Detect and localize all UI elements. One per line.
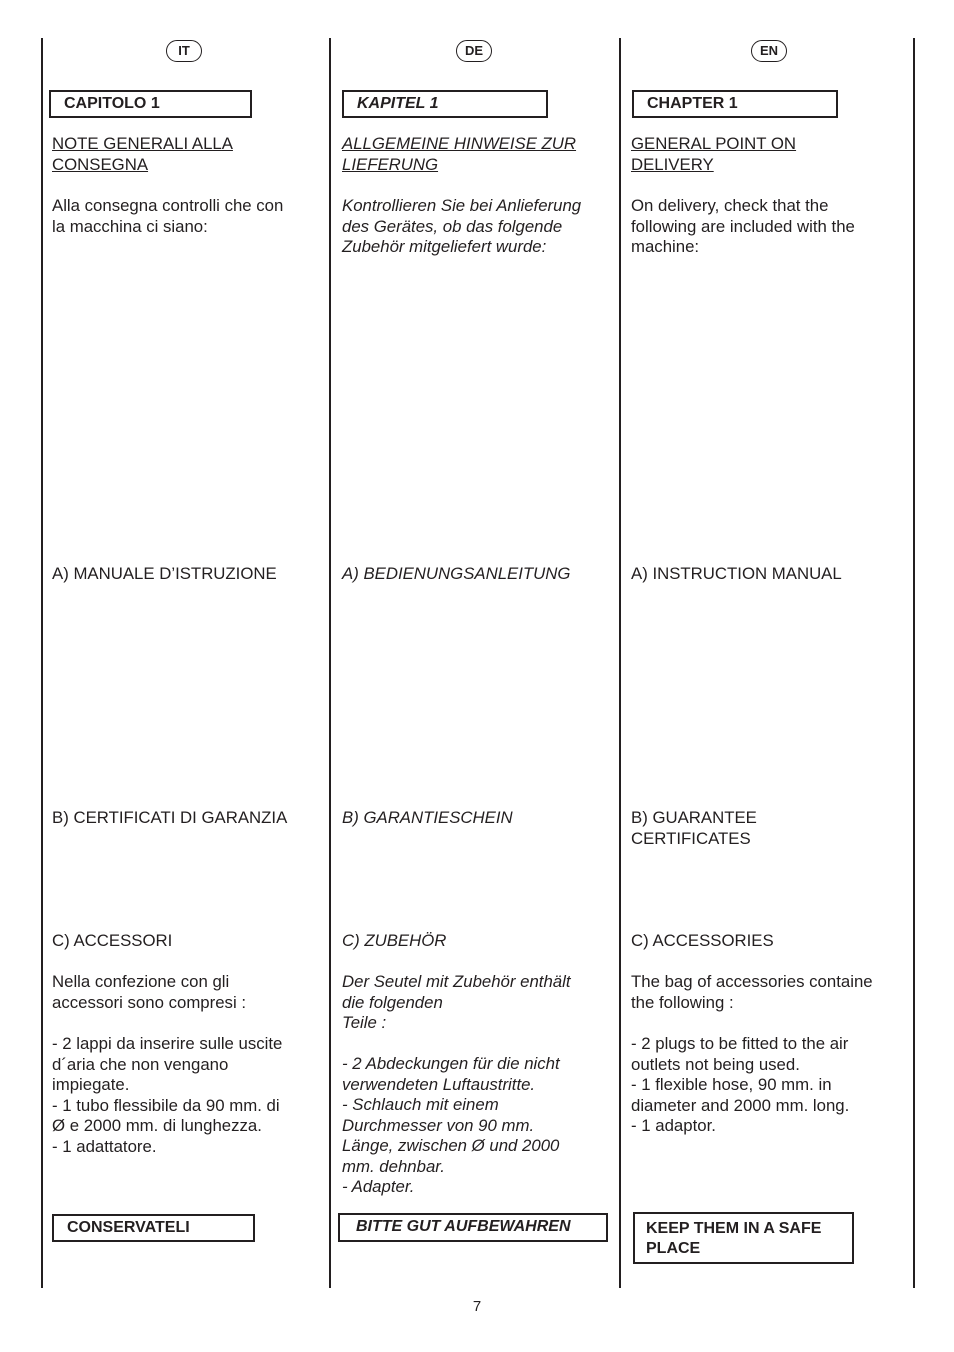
item-a-it: A) MANUALE D’ISTRUZIONE (52, 564, 277, 583)
column-rule-right (913, 38, 915, 1288)
item-b-de: B) GARANTIESCHEIN (342, 808, 513, 827)
chapter-box-en: CHAPTER 1 (632, 90, 838, 118)
column-rule-1 (329, 38, 331, 1288)
chapter-box-it: CAPITOLO 1 (49, 90, 252, 118)
intro-en: On delivery, check that the following are included with the machine: (631, 196, 855, 256)
item-b-it: B) CERTIFICATI DI GARANZIA (52, 808, 288, 827)
keep-text-en: KEEP THEM IN A SAFE PLACE (646, 1220, 822, 1257)
acc-intro-de: Der Seutel mit Zubehör enthält die folgenden Teile : (342, 972, 571, 1032)
acc-list-it: - 2 lappi da inserire sulle uscite d´aria che non vengano impiegate. - 1 tubo flessibile da 90 mm. di Ø e 2000 mm. di lunghezza. - 1 adattatore. (52, 1034, 283, 1156)
lang-badge-de: DE (456, 40, 492, 62)
item-c-de: C) ZUBEHÖR (342, 931, 447, 950)
acc-list-de: - 2 Abdeckungen für die nicht verwendeten Luftaustritte. - Schlauch mit einem Durchmesser von 90 mm. Länge, zwischen Ø und 2000 mm. dehnbar. - Adapter. (342, 1054, 560, 1196)
page-number: 7 (472, 1298, 482, 1315)
column-rule-left (41, 38, 43, 1288)
keep-box-en (633, 1212, 854, 1264)
item-b-en: B) GUARANTEE CERTIFICATES (631, 808, 757, 848)
chapter-box-de: KAPITEL 1 (342, 90, 548, 118)
item-c-it: C) ACCESSORI (52, 931, 173, 950)
item-a-en: A) INSTRUCTION MANUAL (631, 564, 842, 583)
intro-de: Kontrollieren Sie bei Anlieferung des Gerätes, ob das folgende Zubehör mitgeliefert wurde: (342, 196, 582, 256)
heading-de: ALLGEMEINE HINWEISE ZUR LIEFERUNG (342, 134, 577, 174)
acc-intro-en: The bag of accessories containe the following : (631, 972, 873, 1012)
keep-box-it: CONSERVATELI (52, 1214, 255, 1242)
acc-intro-it: Nella confezione con gli accessori sono compresi : (52, 972, 246, 1012)
heading-it: NOTE GENERALI ALLA CONSEGNA (52, 134, 233, 174)
column-rule-2 (619, 38, 621, 1288)
item-a-de: A) BEDIENUNGSANLEITUNG (342, 564, 571, 583)
intro-it: Alla consegna controlli che con la macchina ci siano: (52, 196, 284, 236)
lang-badge-it: IT (166, 40, 202, 62)
acc-list-en: - 2 plugs to be fitted to the air outlets not being used. - 1 flexible hose, 90 mm. in diameter and 2000 mm. long. - 1 adaptor. (631, 1034, 850, 1135)
keep-box-de: BITTE GUT AUFBEWAHREN (338, 1213, 608, 1242)
item-c-en: C) ACCESSORIES (631, 931, 774, 950)
heading-en: GENERAL POINT ON DELIVERY (631, 134, 797, 174)
lang-badge-en: EN (751, 40, 787, 62)
